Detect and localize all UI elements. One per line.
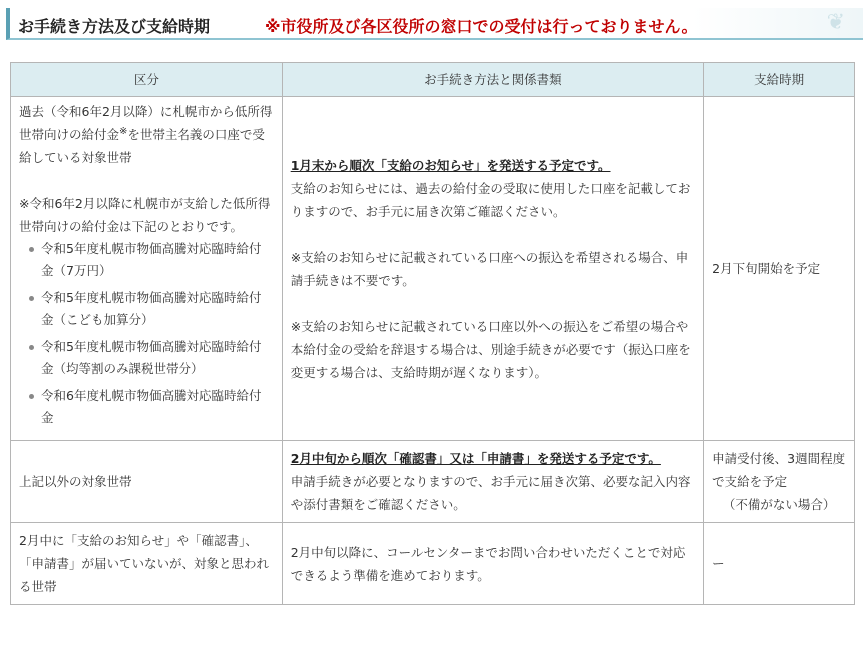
category-text: 過去（令和6年2月以降）に札幌市から低所得世帯向けの給付金※を世帯主名義の口座で受給している対象世帯 xyxy=(19,104,273,165)
list-item: 令和5年度札幌市物価高騰対応臨時給付金（均等割のみ課税世帯分） xyxy=(41,336,274,380)
table-header-row xyxy=(11,63,855,97)
category-text: 2月中に「支給のお知らせ」や「確認書」、「申請書」が届いていないが、対象と思われる世帯 xyxy=(11,523,283,605)
method-heading: 1月末から順次「支給のお知らせ」を発送する予定です。 xyxy=(290,157,611,173)
method-text: ※支給のお知らせに記載されている口座以外への振込をご希望の場合や本給付金の受給を辞退する場合は、別途手続きが必要です（振込口座を変更する場合は、支給時期が遅くなります）。 xyxy=(290,318,691,380)
list-item: 令和5年度札幌市物価高騰対応臨時給付金（7万円） xyxy=(41,238,274,282)
list-item: 令和6年度札幌市物価高騰対応臨時給付金 xyxy=(41,385,274,429)
method-text: ※支給のお知らせに記載されている口座への振込を希望される場合、申請手続きは不要です。 xyxy=(290,249,689,288)
method-text: 2月中旬以降に、コールセンターまでお問い合わせいただくことで対応できるよう準備を進めております。 xyxy=(282,523,703,605)
timing-text: 申請受付後、3週間程度で支給を予定 xyxy=(712,451,846,489)
header-method: お手続き方法と関係書類 xyxy=(282,63,703,97)
timing-cell: 2月下旬開始を予定 xyxy=(704,97,855,441)
benefit-list xyxy=(19,238,274,429)
header-category: 区分 xyxy=(11,63,283,97)
header-timing: 支給時期 xyxy=(704,63,855,97)
heading-title: お手続き方法及び支給時期 xyxy=(18,17,211,36)
leaf-ornament-icon: ❦ xyxy=(826,10,845,35)
procedure-table xyxy=(10,62,855,605)
table-row xyxy=(11,97,855,441)
timing-cell: ー xyxy=(704,523,855,605)
table-row xyxy=(11,523,855,605)
section-heading xyxy=(6,8,863,40)
table-row xyxy=(11,441,855,523)
timing-note: （不備がない場合） xyxy=(722,497,836,512)
category-note: ※令和6年2月以降に札幌市が支給した低所得世帯向けの給付金は下記のとおりです。 xyxy=(19,196,271,234)
method-text: 申請手続きが必要となりますので、お手元に届き次第、必要な記入内容や添付書類をご確認ください。 xyxy=(290,474,691,512)
list-item: 令和5年度札幌市物価高騰対応臨時給付金（こども加算分） xyxy=(41,287,274,331)
method-heading: 2月中旬から順次「確認書」又は「申請書」を発送する予定です。 xyxy=(290,451,661,466)
category-text: 上記以外の対象世帯 xyxy=(11,441,283,523)
heading-warning: ※市役所及び各区役所の窓口での受付は行っておりません。 xyxy=(265,17,698,36)
method-text: 支給のお知らせには、過去の給付金の受取に使用した口座を記載しておりますので、お手元に届き次第ご確認ください。 xyxy=(290,180,691,219)
